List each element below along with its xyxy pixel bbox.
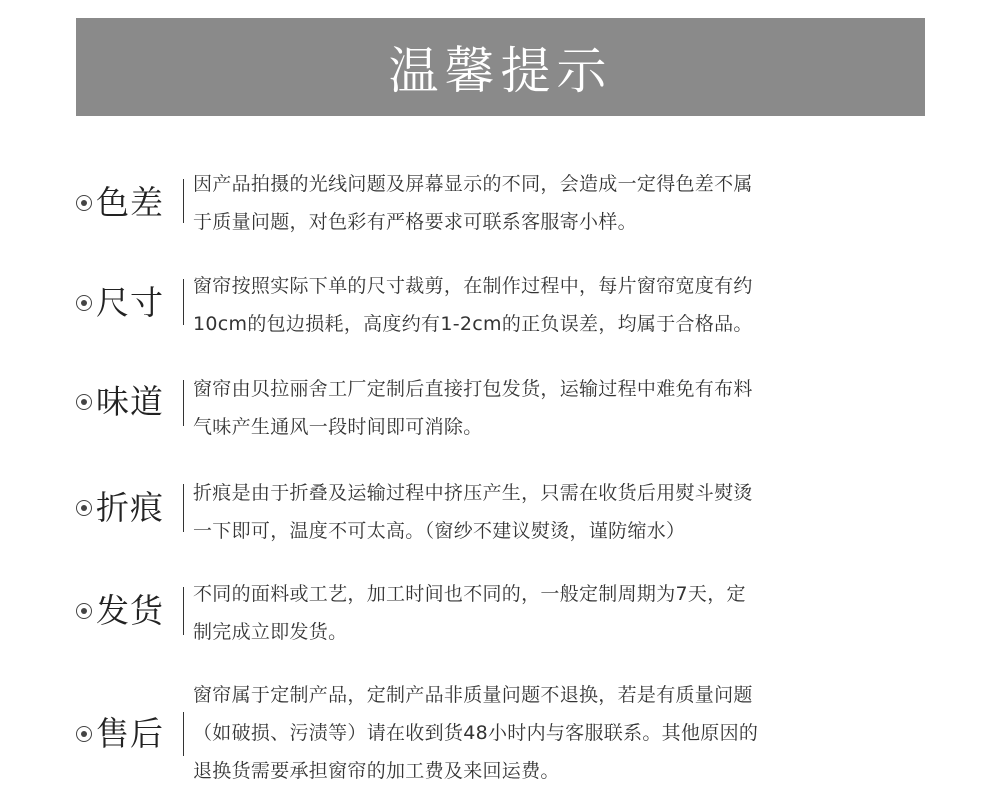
notice-label-wrap bbox=[76, 714, 164, 754]
notice-item-color-difference bbox=[76, 165, 876, 245]
description-line: 10cm的包边损耗，高度约有1-2cm的正负误差，均属于合格品。 bbox=[193, 313, 753, 335]
notice-description bbox=[193, 165, 873, 241]
notice-item-smell bbox=[76, 370, 876, 450]
vertical-divider bbox=[183, 587, 184, 635]
notice-label-wrap bbox=[76, 488, 164, 528]
notice-description bbox=[193, 575, 873, 651]
radio-dot-icon bbox=[76, 295, 92, 311]
radio-dot-icon bbox=[76, 500, 92, 516]
radio-dot-icon bbox=[76, 394, 92, 410]
description-line: 退换货需要承担窗帘的加工费及来回运费。 bbox=[193, 760, 560, 782]
description-line: 于质量问题，对色彩有严格要求可联系客服寄小样。 bbox=[193, 211, 637, 233]
vertical-divider bbox=[183, 484, 184, 532]
vertical-divider bbox=[183, 712, 184, 756]
description-line: 窗帘属于定制产品，定制产品非质量问题不退换，若是有质量问题 bbox=[193, 684, 753, 706]
notice-description bbox=[193, 267, 873, 343]
description-line: 一下即可，温度不可太高。（窗纱不建议熨烫，谨防缩水） bbox=[193, 520, 686, 542]
vertical-divider bbox=[183, 279, 184, 325]
notice-item-after-sales bbox=[76, 676, 876, 794]
description-line: 气味产生通风一段时间即可消除。 bbox=[193, 416, 483, 438]
notice-label: 尺寸 bbox=[96, 283, 164, 322]
radio-dot-icon bbox=[76, 726, 92, 742]
notice-item-size bbox=[76, 267, 876, 347]
vertical-divider bbox=[183, 380, 184, 426]
notice-description bbox=[193, 474, 873, 550]
description-line: （如破损、污渍等）请在收到货48小时内与客服联系。其他原因的 bbox=[193, 722, 759, 744]
description-line: 不同的面料或工艺，加工时间也不同的，一般定制周期为7天，定 bbox=[193, 583, 746, 605]
notice-label: 发货 bbox=[96, 591, 164, 630]
radio-dot-icon bbox=[76, 195, 92, 211]
notice-label-wrap bbox=[76, 382, 164, 422]
notice-label-wrap bbox=[76, 591, 164, 631]
description-line: 折痕是由于折叠及运输过程中挤压产生，只需在收货后用熨斗熨烫 bbox=[193, 482, 753, 504]
header-banner bbox=[76, 18, 925, 116]
description-line: 制完成立即发货。 bbox=[193, 621, 348, 643]
page-title: 温馨提示 bbox=[388, 42, 613, 100]
notice-label-wrap bbox=[76, 183, 164, 223]
notice-label-wrap bbox=[76, 283, 164, 323]
notice-label: 折痕 bbox=[96, 488, 164, 527]
radio-dot-icon bbox=[76, 603, 92, 619]
notice-description bbox=[193, 370, 873, 446]
description-line: 窗帘按照实际下单的尺寸裁剪，在制作过程中，每片窗帘宽度有约 bbox=[193, 275, 753, 297]
notice-item-shipping bbox=[76, 575, 876, 655]
notice-item-crease bbox=[76, 474, 876, 554]
description-line: 因产品拍摄的光线问题及屏幕显示的不同，会造成一定得色差不属 bbox=[193, 173, 753, 195]
description-line: 窗帘由贝拉丽舍工厂定制后直接打包发货，运输过程中难免有布料 bbox=[193, 378, 753, 400]
notice-label: 味道 bbox=[96, 382, 164, 421]
notice-label: 色差 bbox=[96, 183, 164, 222]
vertical-divider bbox=[183, 179, 184, 223]
notice-description bbox=[193, 676, 873, 790]
notice-label: 售后 bbox=[96, 714, 164, 753]
